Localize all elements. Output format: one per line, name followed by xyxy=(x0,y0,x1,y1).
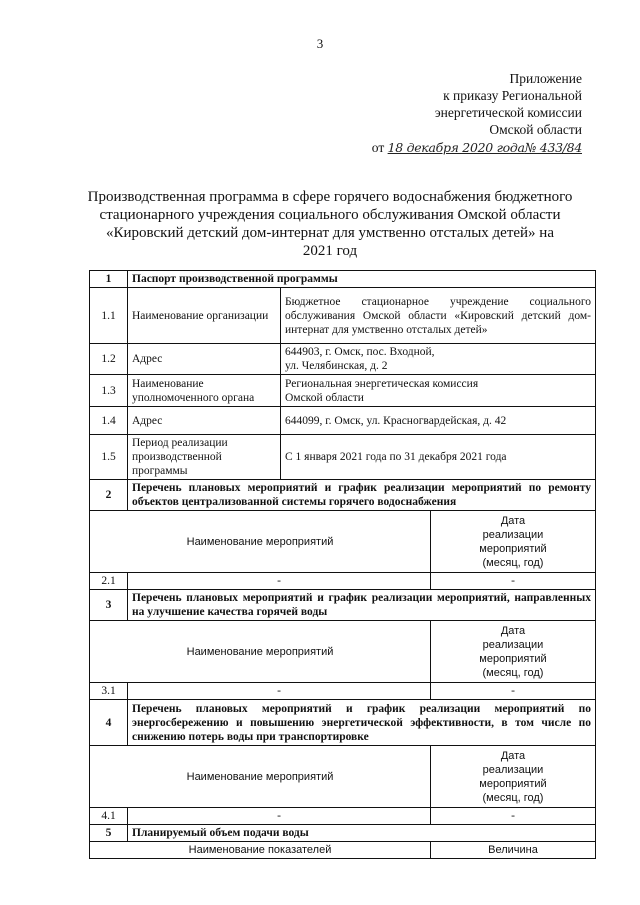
column-header-name: Наименование мероприятий xyxy=(90,511,431,573)
document-title xyxy=(70,188,590,260)
row-label xyxy=(128,435,281,480)
title-line: стационарного учреждения социального обслуживания Омской области xyxy=(99,207,561,223)
row-value: 644099, г. Омск, ул. Красногвардейская, д. 42 xyxy=(281,407,596,435)
section-number: 4 xyxy=(90,700,128,746)
row-number: 1.1 xyxy=(90,288,128,344)
order-reference xyxy=(372,140,582,156)
row-name: - xyxy=(128,683,431,700)
label-line: Наименование xyxy=(132,377,204,390)
table-row xyxy=(90,375,596,407)
header-line: реализации xyxy=(482,763,544,776)
section-number: 5 xyxy=(90,825,128,842)
header-line: мероприятий xyxy=(479,777,547,790)
section-row xyxy=(90,271,596,288)
title-line: «Кировский детский дом-интернат для умственно отсталых детей» на xyxy=(106,225,554,241)
header-row xyxy=(90,511,596,573)
value-line: Омской области xyxy=(285,391,364,404)
header-line: (месяц, год) xyxy=(482,556,544,569)
row-number: 4.1 xyxy=(90,808,128,825)
column-header-name: Наименование мероприятий xyxy=(90,621,431,683)
appendix-line: энергетической комиссии xyxy=(434,105,582,120)
row-number: 1.5 xyxy=(90,435,128,480)
title-line: 2021 год xyxy=(302,243,358,259)
column-header-indicator: Наименование показателей xyxy=(90,842,431,859)
row-date: - xyxy=(431,683,596,700)
row-label xyxy=(128,375,281,407)
header-line: мероприятий xyxy=(479,542,547,555)
section-title: Перечень плановых мероприятий и график реализации мероприятий по ремонту объектов централизованной системы горячего водоснабжения xyxy=(128,480,596,511)
section-number: 1 xyxy=(90,271,128,288)
value-line: ул. Челябинская, д. 2 xyxy=(285,360,388,372)
header-row xyxy=(90,621,596,683)
row-date: - xyxy=(431,573,596,590)
column-header-name: Наименование мероприятий xyxy=(90,746,431,808)
row-value: С 1 января 2021 года по 31 декабря 2021 года xyxy=(281,435,596,480)
title-line: Производственная программа в сфере горячего водоснабжения бюджетного xyxy=(87,189,573,205)
section-title: Планируемый объем подачи воды xyxy=(128,825,596,842)
row-label: Адрес xyxy=(128,407,281,435)
section-title: Паспорт производственной программы xyxy=(128,271,596,288)
appendix-line: Омской области xyxy=(489,122,582,137)
page-number: 3 xyxy=(316,36,324,51)
header-line: (месяц, год) xyxy=(482,791,544,804)
header-line: реализации xyxy=(482,638,544,651)
column-header-date xyxy=(431,746,596,808)
row-number: 1.3 xyxy=(90,375,128,407)
section-row xyxy=(90,590,596,621)
column-header-date xyxy=(431,621,596,683)
row-value xyxy=(281,375,596,407)
table-row xyxy=(90,435,596,480)
row-label: Адрес xyxy=(128,344,281,375)
column-header-date xyxy=(431,511,596,573)
header-row xyxy=(90,746,596,808)
section-row xyxy=(90,825,596,842)
section-row xyxy=(90,480,596,511)
program-table xyxy=(89,270,596,859)
row-value: Бюджетное стационарное учреждение социального обслуживания Омской области «Кировский детский дом-интернат для умственно отсталых детей» xyxy=(281,288,596,344)
order-prefix: от xyxy=(371,140,385,155)
table-row xyxy=(90,808,596,825)
section-title: Перечень плановых мероприятий и график реализации мероприятий по энергосбережению и повышению энергетической эффективности, в том числе по снижению потерь воды при транспортировке xyxy=(128,700,596,746)
row-number: 3.1 xyxy=(90,683,128,700)
header-line: Дата xyxy=(500,749,526,762)
label-line: уполномоченного органа xyxy=(132,391,255,404)
label-line: Период реализации xyxy=(132,437,228,449)
appendix-header xyxy=(435,70,582,138)
table-row xyxy=(90,407,596,435)
value-line: 644903, г. Омск, пос. Входной, xyxy=(285,346,435,358)
row-name: - xyxy=(128,808,431,825)
row-number: 2.1 xyxy=(90,573,128,590)
table-row xyxy=(90,288,596,344)
appendix-line: к приказу Региональной xyxy=(443,88,582,103)
row-number: 1.4 xyxy=(90,407,128,435)
header-line: Дата xyxy=(500,514,526,527)
table-row xyxy=(90,683,596,700)
section-title: Перечень плановых мероприятий и график реализации мероприятий, направленных на улучшение качества горячей воды xyxy=(128,590,596,621)
row-value xyxy=(281,344,596,375)
table-row xyxy=(90,573,596,590)
header-row xyxy=(90,842,596,859)
row-name: - xyxy=(128,573,431,590)
section-number: 3 xyxy=(90,590,128,621)
order-number: № 433/84 xyxy=(524,140,582,155)
section-number: 2 xyxy=(90,480,128,511)
row-label: Наименование организации xyxy=(128,288,281,344)
value-line: Региональная энергетическая комиссия xyxy=(285,377,479,390)
header-line: реализации xyxy=(482,528,544,541)
label-line: производственной программы xyxy=(132,451,222,477)
header-line: Дата xyxy=(500,624,526,637)
row-number: 1.2 xyxy=(90,344,128,375)
handwritten-order-date: 18 декабря 2020 года xyxy=(387,140,525,155)
header-line: мероприятий xyxy=(479,652,547,665)
header-line: (месяц, год) xyxy=(482,666,544,679)
table-row xyxy=(90,344,596,375)
column-header-value: Величина xyxy=(431,842,596,859)
appendix-line: Приложение xyxy=(509,71,582,86)
row-date: - xyxy=(431,808,596,825)
section-row xyxy=(90,700,596,746)
